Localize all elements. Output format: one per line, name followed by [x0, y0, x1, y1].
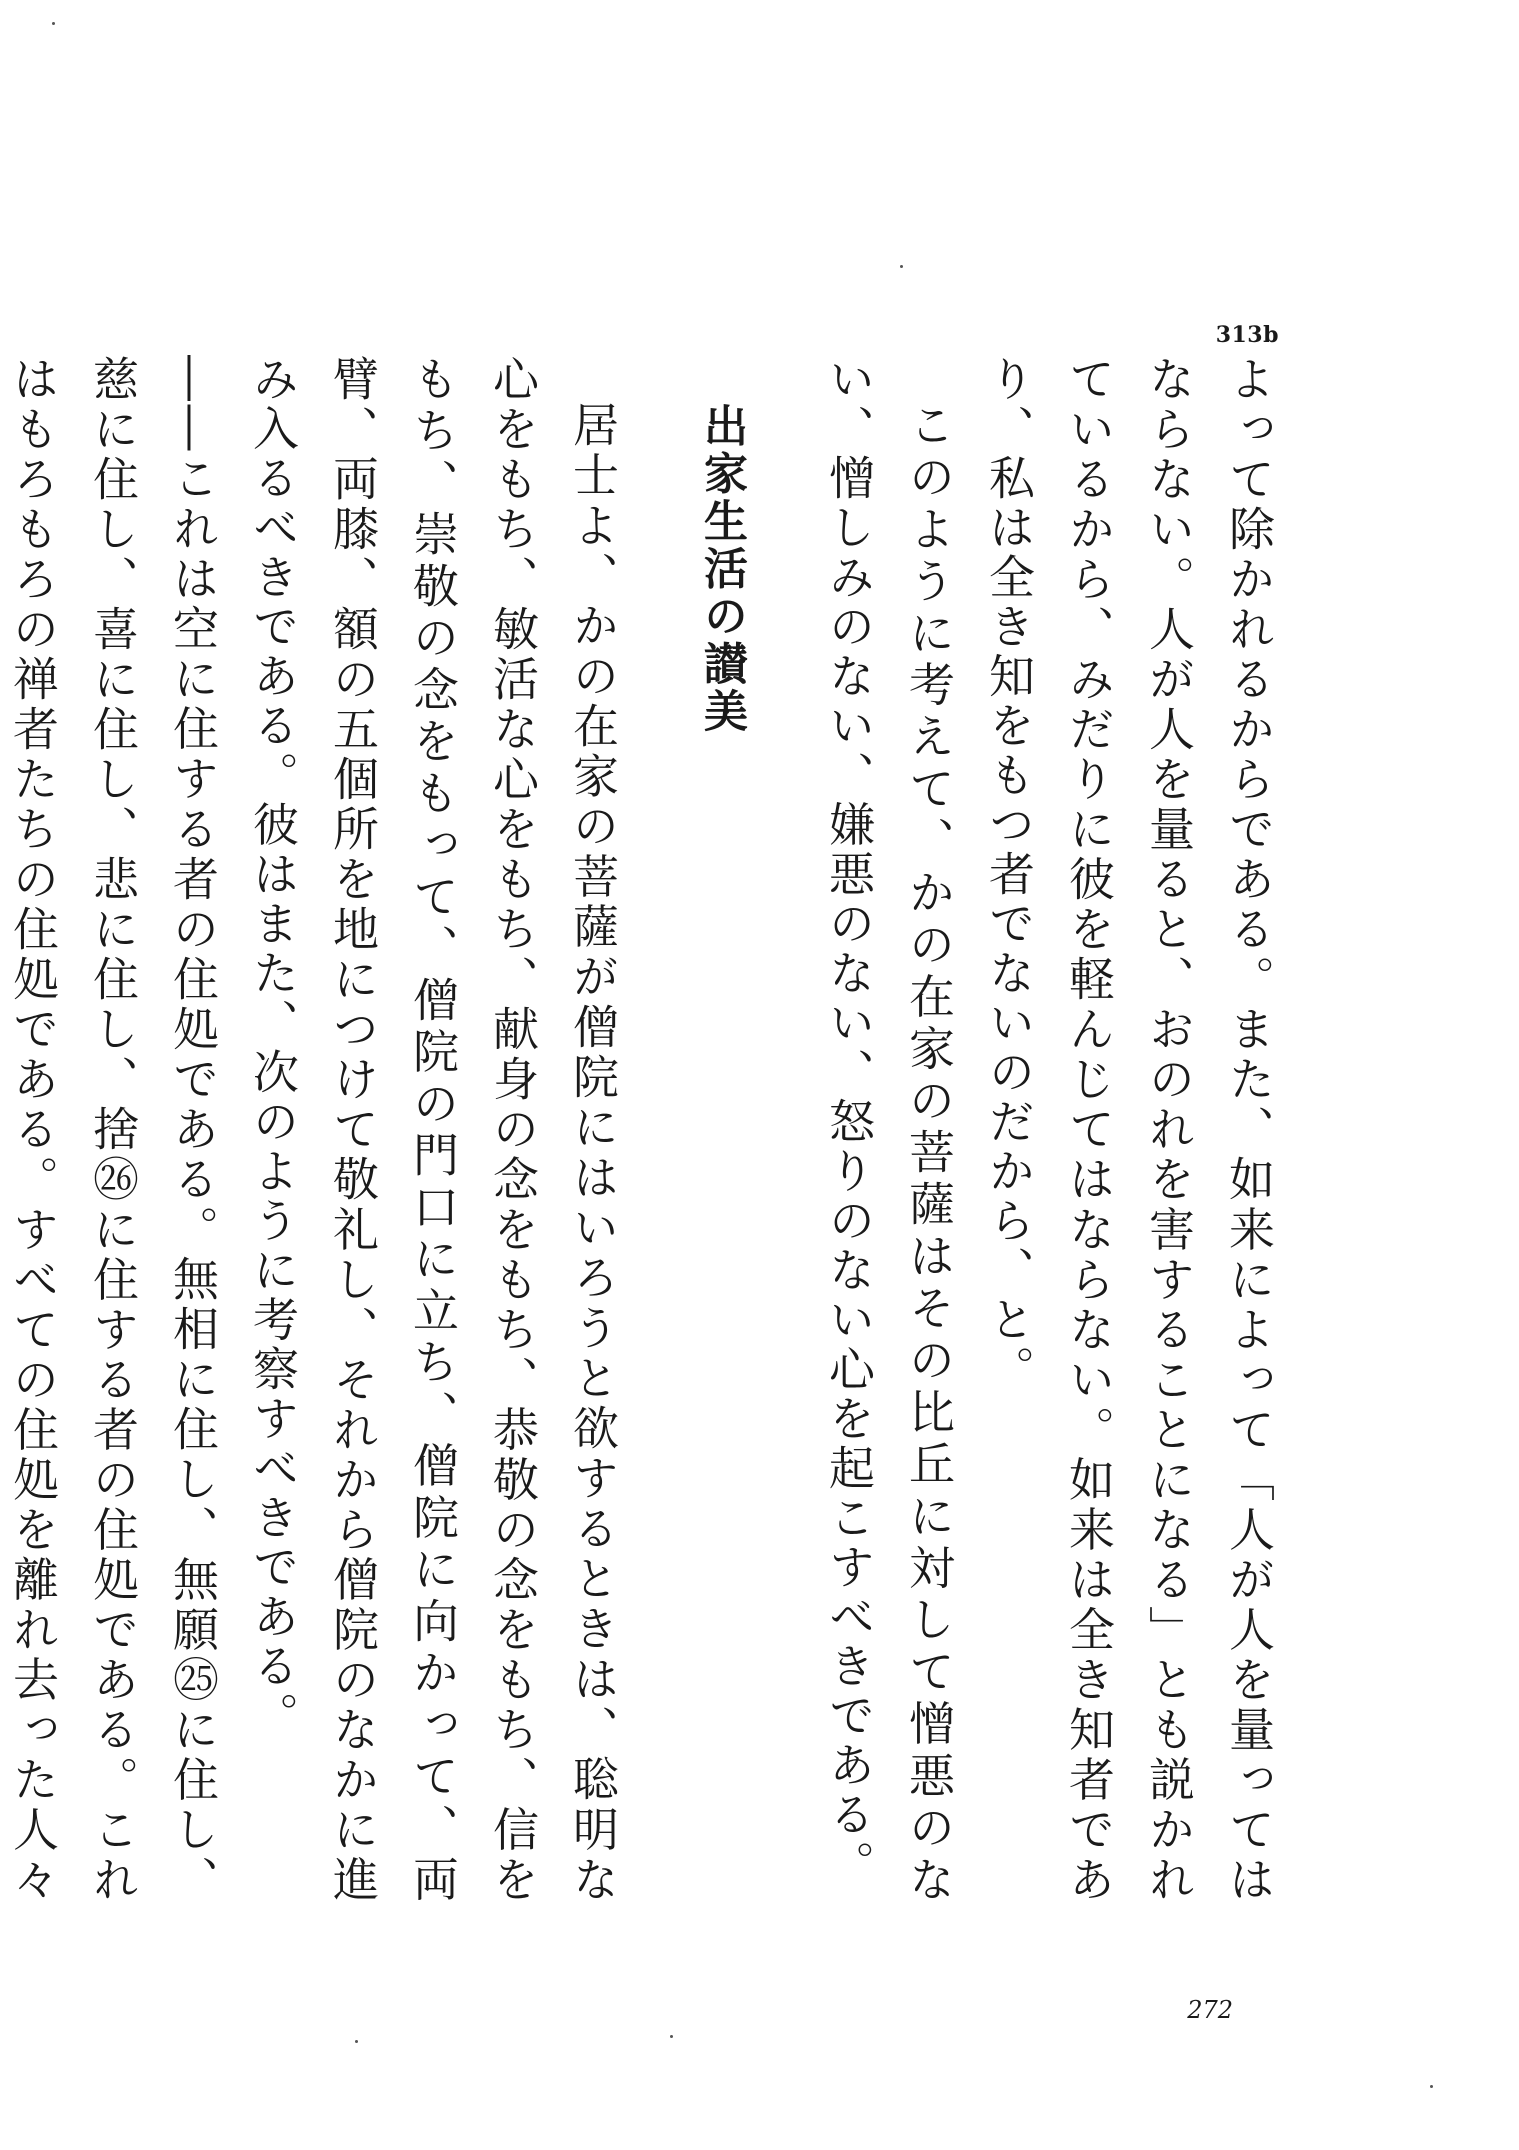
page-number: 272 — [1187, 1996, 1233, 2024]
scan-speck — [900, 265, 903, 268]
section-heading: 出家生活の讃美 — [696, 403, 747, 736]
scan-speck — [52, 22, 55, 25]
scan-speck — [670, 2035, 673, 2038]
vertical-text-block — [6, 355, 1289, 1906]
paragraph-1: よって除かれるからである。また、如来によって「人が人を量ってはならない。人が人を量ると、おのれを害することになる」とも説かれているから、みだりに彼を軽んじてはならない。如来は全き知者であり、私は全き知をもつ者でないのだから、と。 — [982, 355, 1276, 1905]
paragraph-2: このように考えて、かの在家の菩薩はその比丘に対して憎悪のない、憎しみのない、嫌悪のない、怒りのない心を起こすべきである。 — [822, 355, 956, 1905]
marginal-reference: 313b — [1215, 322, 1279, 348]
scan-speck — [355, 2040, 358, 2043]
scan-speck — [1430, 2085, 1433, 2088]
paragraph-3: 居士よ、かの在家の菩薩が僧院にはいろうと欲するときは、聡明な心をもち、敏活な心をもち、献身の念をもち、恭敬の念をもち、信をもち、崇敬の念をもって、僧院の門口に立ち、僧院に向かって、両臂、両膝、額の五個所を地につけて敬礼し、それから僧院のなかに進み入るべきである。彼はまた、次のように考察すべきである。 — [246, 355, 620, 1906]
paragraph-4: ――これは空に住する者の住処である。無相に住し、無願㉕に住し、慈に住し、喜に住し、悲に住し、捨㉖に住する者の住処である。これはもろもろの禅者たちの住処である。すべての住処を離れ去った人々 — [6, 355, 220, 1905]
